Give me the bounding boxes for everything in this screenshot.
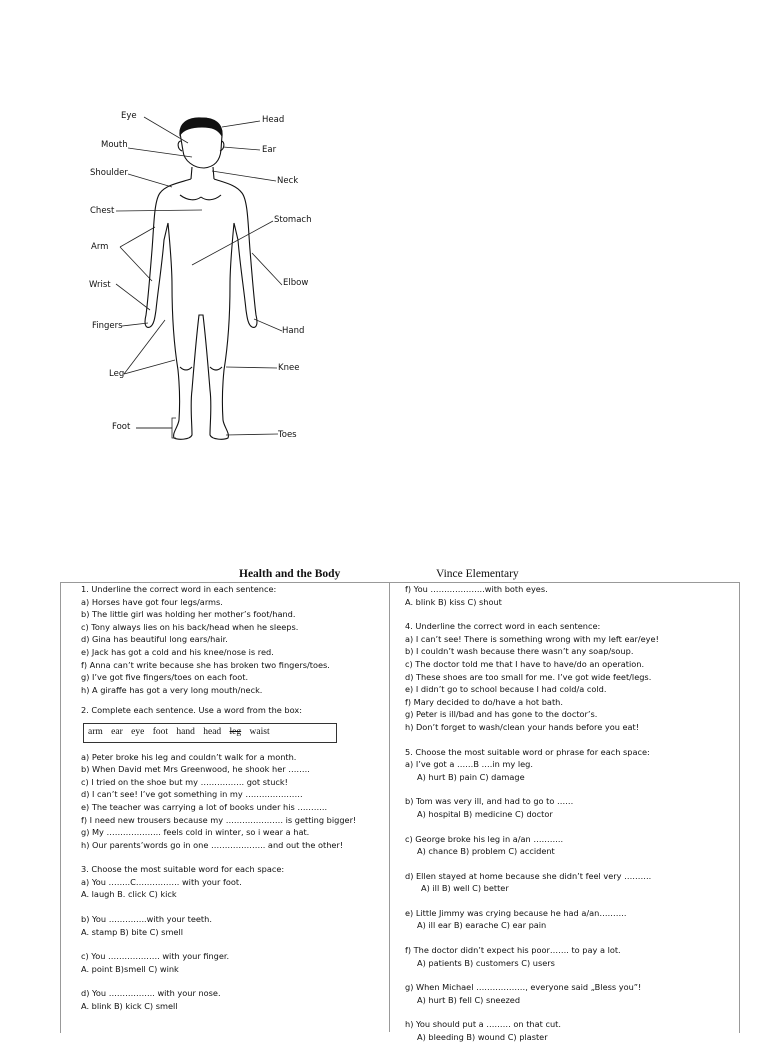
ex3-options: A. blink B) kiss C) shout (405, 596, 502, 607)
ex4-item: b) I couldn’t wash because there wasn’t any soap/soup. (405, 646, 634, 657)
ex5-options: A) hurt B) pain C) damage (417, 771, 525, 782)
ex4-item: e) I didn’t go to school because I had cold/a cold. (405, 684, 607, 695)
ex1-item: c) Tony always lies on his back/head when he sleeps. (81, 621, 299, 632)
figure-hair (180, 118, 222, 136)
ex3-question: a) You ……..C……………. with your foot. (81, 876, 242, 887)
label-ear: Ear (262, 145, 277, 155)
ex5-options: A) hospital B) medicine C) doctor (417, 808, 553, 819)
figure-body (145, 179, 257, 439)
word-box (83, 723, 337, 743)
exercise-4-heading: 4. Underline the correct word in each sentence: (405, 621, 601, 632)
ex5-options: A) ill ear B) earache C) ear pain (417, 920, 547, 931)
ex2-item: g) My ……………….. feels cold in winter, so i wear a hat. (81, 827, 310, 838)
ex5-question: b) Tom was very ill, and had to go to …… (405, 796, 574, 807)
ex3-options: A. point B)smell C) wink (81, 963, 179, 974)
ex3-question: c) You ………………. with your finger. (81, 951, 230, 962)
ex5-options: A) bleeding B) wound C) plaster (417, 1032, 548, 1043)
ex1-item: e) Jack has got a cold and his knee/nose is red. (81, 646, 274, 657)
right-column (405, 583, 735, 1044)
word-box-item: waist (249, 726, 270, 737)
ex5-question: d) Ellen stayed at home because she didn’t feel very ………. (405, 870, 652, 881)
left-column (81, 583, 381, 1013)
ex2-item: b) When David met Mrs Greenwood, he shook her …….. (81, 764, 310, 775)
word-box-item: eye (131, 726, 145, 737)
ex1-item: h) A giraffe has got a very long mouth/neck. (81, 684, 263, 695)
word-box-item: foot (152, 726, 169, 737)
word-box-item: hand (176, 726, 195, 737)
exercise-3-heading: 3. Choose the most suitable word for each space: (81, 864, 285, 875)
label-wrist: Wrist (89, 280, 111, 290)
ex5-question: h) You should put a ……… on that cut. (405, 1019, 561, 1030)
label-knee: Knee (278, 363, 300, 373)
exercise-5-heading: 5. Choose the most suitable word or phrase for each space: (405, 746, 650, 757)
exercise-2-heading: 2. Complete each sentence. Use a word from the box: (81, 705, 302, 716)
ex5-question: g) When Michael ………………, everyone said „Bless you”! (405, 982, 642, 993)
worksheet-subtitle: Vince Elementary (436, 568, 519, 580)
ex2-item: c) I tried on the shoe but my ……………. got stuck! (81, 776, 288, 787)
ex3-options: A. stamp B) bite C) smell (81, 926, 184, 937)
ex3-question: b) You …………..with your teeth. (81, 914, 212, 925)
column-divider (389, 582, 390, 1032)
label-eye: Eye (121, 111, 137, 121)
label-arm: Arm (91, 242, 109, 252)
word-box-item: ear (111, 726, 123, 737)
ex5-question: c) George broke his leg in a/an ……….. (405, 833, 564, 844)
ex1-item: a) Horses have got four legs/arms. (81, 596, 223, 607)
ex4-item: h) Don’t forget to wash/clean your hands before you eat! (405, 721, 640, 732)
label-stomach: Stomach (274, 215, 312, 225)
ex4-item: g) Peter is ill/bad and has gone to the doctor’s. (405, 709, 598, 720)
label-neck: Neck (277, 176, 299, 186)
label-head: Head (262, 115, 285, 125)
ex1-item: g) I’ve got five fingers/toes on each foot. (81, 672, 249, 683)
label-chest: Chest (90, 206, 115, 216)
label-leg: Leg (109, 369, 125, 379)
ex5-options: A) patients B) customers C) users (417, 957, 555, 968)
ex3-options: A. laugh B. click C) kick (81, 889, 177, 900)
ex2-item: e) The teacher was carrying a lot of books under his ……….. (81, 801, 328, 812)
ex4-item: f) Mary decided to do/have a hot bath. (405, 696, 563, 707)
label-mouth: Mouth (101, 140, 128, 150)
worksheet-title: Health and the Body (239, 568, 341, 580)
ex5-question: e) Little Jimmy was crying because he had a/an………. (405, 907, 627, 918)
ex3-question: d) You …………….. with your nose. (81, 988, 221, 999)
label-toes: Toes (278, 430, 297, 440)
ex5-options: A) chance B) problem C) accident (417, 846, 555, 857)
label-elbow: Elbow (283, 278, 309, 288)
ex4-item: a) I can’t see! There is something wrong with my left ear/eye! (405, 633, 659, 644)
label-shoulder: Shoulder (90, 168, 128, 178)
ex5-question: a) I’ve got a ……B ….in my leg. (405, 759, 533, 770)
label-hand: Hand (282, 326, 305, 336)
ex3-options: A. blink B) kick C) smell (81, 1001, 178, 1012)
ex2-item: h) Our parents’words go in one ……………….. and out the other! (81, 839, 344, 850)
ex1-item: b) The little girl was holding her mother’s foot/hand. (81, 609, 296, 620)
ex5-options: A) hurt B) fell C) sneezed (417, 994, 521, 1005)
ex2-item: f) I need new trousers because my ………………… is getting bigger! (81, 814, 357, 825)
ex2-item: a) Peter broke his leg and couldn’t walk for a month. (81, 751, 297, 762)
ex1-item: d) Gina has beautiful long ears/hair. (81, 634, 228, 645)
ex4-item: c) The doctor told me that I have to have/do an operation. (405, 658, 645, 669)
ex2-item: d) I can’t see! I’ve got something in my ………………… (81, 789, 303, 800)
ex4-item: d) These shoes are too small for me. I’ve got wide feet/legs. (405, 671, 652, 682)
word-box-item: arm (88, 726, 103, 737)
label-fingers: Fingers (92, 321, 123, 331)
ex5-options: A) ill B) well C) better (421, 883, 509, 894)
exercise-1-heading: 1. Underline the correct word in each sentence: (81, 584, 277, 594)
ex5-question: f) The doctor didn’t expect his poor……. to pay a lot. (405, 945, 621, 956)
label-foot: Foot (112, 422, 131, 432)
word-box-item: head (203, 726, 222, 737)
ex3-question: f) You ………………..with both eyes. (405, 584, 548, 594)
ex1-item: f) Anna can’t write because she has broken two fingers/toes. (81, 659, 330, 670)
word-box-item-used: leg (229, 726, 242, 737)
